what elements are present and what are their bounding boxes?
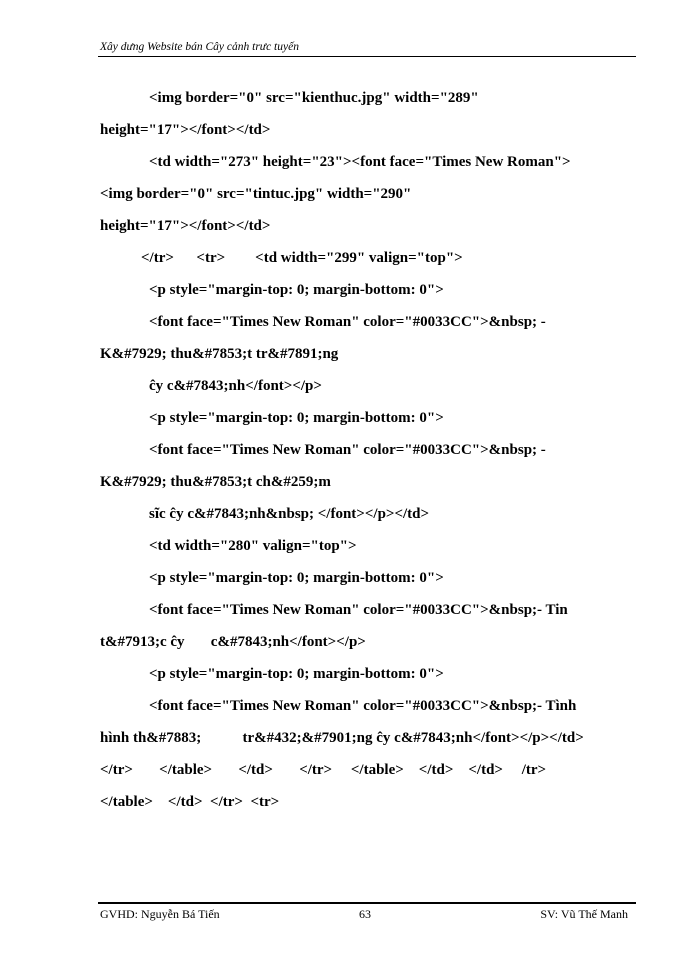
code-line: <p style="margin-top: 0; margin-bottom: 0"> — [149, 282, 444, 298]
code-line: ĉy c&#7843;nh</font></p> — [149, 378, 322, 394]
code-line: <p style="margin-top: 0; margin-bottom: 0"> — [149, 570, 444, 586]
footer-rule — [98, 902, 636, 904]
code-line: height="17"></font></td> — [100, 122, 271, 138]
code-line: <td width="280" valign="top"> — [149, 538, 357, 554]
code-line: <font face="Times New Roman" color="#0033CC">&nbsp;- Tình — [149, 698, 577, 714]
code-line: <font face="Times New Roman" color="#0033CC">&nbsp;- Tin — [149, 602, 568, 618]
code-line: <p style="margin-top: 0; margin-bottom: 0"> — [149, 666, 444, 682]
code-line: t&#7913;c ĉy c&#7843;nh</font></p> — [100, 634, 366, 650]
code-line: </table> </td> </tr> <tr> — [100, 794, 280, 810]
code-line: <td width="273" height="23"><font face="Times New Roman"> — [149, 154, 571, 170]
code-line: <img border="0" src="kienthuc.jpg" width="289" — [149, 90, 479, 106]
code-line: </tr> <tr> <td width="299" valign="top"> — [141, 250, 463, 266]
footer-instructor: GVHD: Nguyễn Bá Tiến — [100, 907, 220, 921]
page-header-title: Xây dưng Website bán Cây cảnh trưc tuyến — [100, 41, 299, 53]
footer-page-number: 63 — [359, 907, 371, 921]
code-line: K&#7929; thu&#7853;t tr&#7891;ng — [100, 346, 339, 362]
code-line: sĩc ĉy c&#7843;nh&nbsp; </font></p></td> — [149, 506, 430, 522]
code-line: K&#7929; thu&#7853;t ch&#259;m — [100, 474, 331, 490]
code-line: <p style="margin-top: 0; margin-bottom: 0"> — [149, 410, 444, 426]
code-line: </tr> </table> </td> </tr> </table> </td> </td> /tr> — [100, 762, 547, 778]
code-line: height="17"></font></td> — [100, 218, 271, 234]
header-rule — [98, 56, 636, 57]
footer-student: SV: Vũ Thế Manh — [540, 907, 628, 921]
code-line: <font face="Times New Roman" color="#0033CC">&nbsp; - — [149, 314, 546, 330]
code-line: hình th&#7883; tr&#432;&#7901;ng ĉy c&#7843;nh</font></p></td> — [100, 730, 584, 746]
code-line: <img border="0" src="tintuc.jpg" width="290" — [100, 186, 412, 202]
code-line: <font face="Times New Roman" color="#0033CC">&nbsp; - — [149, 442, 546, 458]
